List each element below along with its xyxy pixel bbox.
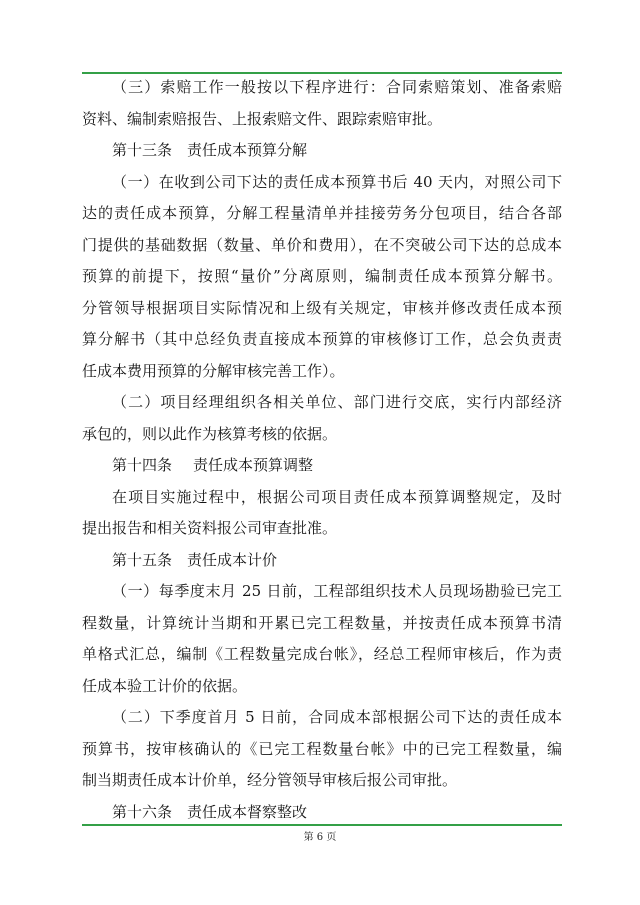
document-body xyxy=(82,72,562,828)
article-title: 责任成本督察整改 xyxy=(187,802,308,821)
page-number: 第 6 页 xyxy=(303,832,337,843)
article-number: 第十四条 xyxy=(112,456,173,474)
paragraph-line: （一）每季度末月 25 日前，工程部组织技术人员现场勘验已完工 xyxy=(112,582,562,600)
paragraph-line: 门提供的基础数据（数量、单价和费用），在不突破公司下达的总成本 xyxy=(82,235,562,254)
article-title: 责任成本预算调整 xyxy=(193,456,314,474)
paragraph-line: 资料、编制索赔报告、上报索赔文件、跟踪索赔审批。 xyxy=(82,109,443,128)
paragraph-line: （一）在收到公司下达的责任成本预算书后 40 天内，对照公司下 xyxy=(112,172,562,191)
article-number: 第十六条 xyxy=(112,802,173,821)
paragraph xyxy=(82,482,562,545)
footer-rule xyxy=(82,824,562,826)
paragraph-line: 单格式汇总，编制《工程数量完成台帐》，经总工程师审核后，作为责 xyxy=(82,645,562,663)
article-number: 第十三条 xyxy=(112,141,173,159)
paragraph xyxy=(82,72,562,135)
paragraph-line: 承包的，则以此作为核算考核的依据。 xyxy=(82,424,338,443)
paragraph-line: （三）索赔工作一般按以下程序进行：合同索赔策划、准备索赔 xyxy=(112,78,562,96)
paragraph-line: 预算书，按审核确认的《已完工程数量台帐》中的已完工程数量，编 xyxy=(82,739,562,758)
paragraph-line: 提出报告和相关资料报公司审查批准。 xyxy=(82,519,338,537)
paragraph-line: （二）下季度首月 5 日前，合同成本部根据公司下达的责任成本 xyxy=(112,708,562,726)
paragraph-line: 在项目实施过程中，根据公司项目责任成本预算调整规定，及时 xyxy=(112,487,562,506)
article-number: 第十五条 xyxy=(112,550,173,569)
article-heading xyxy=(82,545,562,577)
paragraph xyxy=(82,702,562,797)
paragraph-line: 预算的前提下，按照“量价”分离原则，编制责任成本预算分解书。 xyxy=(82,267,562,285)
article-title: 责任成本计价 xyxy=(187,550,278,569)
paragraph-line: 分管领导根据项目实际情况和上级有关规定，审核并修改责任成本预 xyxy=(82,298,562,317)
paragraph-line: 程数量，计算统计当期和开累已完工程数量，并按责任成本预算书清 xyxy=(82,613,562,632)
paragraph-line: 制当期责任成本计价单，经分管领导审核后报公司审批。 xyxy=(82,771,458,789)
paragraph xyxy=(82,387,562,450)
paragraph-line: 任成本验工计价的依据。 xyxy=(82,676,248,695)
paragraph-line: 达的责任成本预算，分解工程量清单并挂接劳务分包项目，结合各部 xyxy=(82,204,562,222)
paragraph-line: 任成本费用预算的分解审核完善工作）。 xyxy=(82,361,345,380)
paragraph-line: 算分解书（其中总经负责直接成本预算的审核修订工作，总会负责责 xyxy=(82,330,562,348)
article-heading xyxy=(82,135,562,167)
paragraph-line: （二）项目经理组织各相关单位、部门进行交底，实行内部经济 xyxy=(112,393,562,411)
paragraph xyxy=(82,576,562,702)
article-heading xyxy=(82,450,562,482)
paragraph xyxy=(82,167,562,388)
article-title: 责任成本预算分解 xyxy=(187,141,308,159)
